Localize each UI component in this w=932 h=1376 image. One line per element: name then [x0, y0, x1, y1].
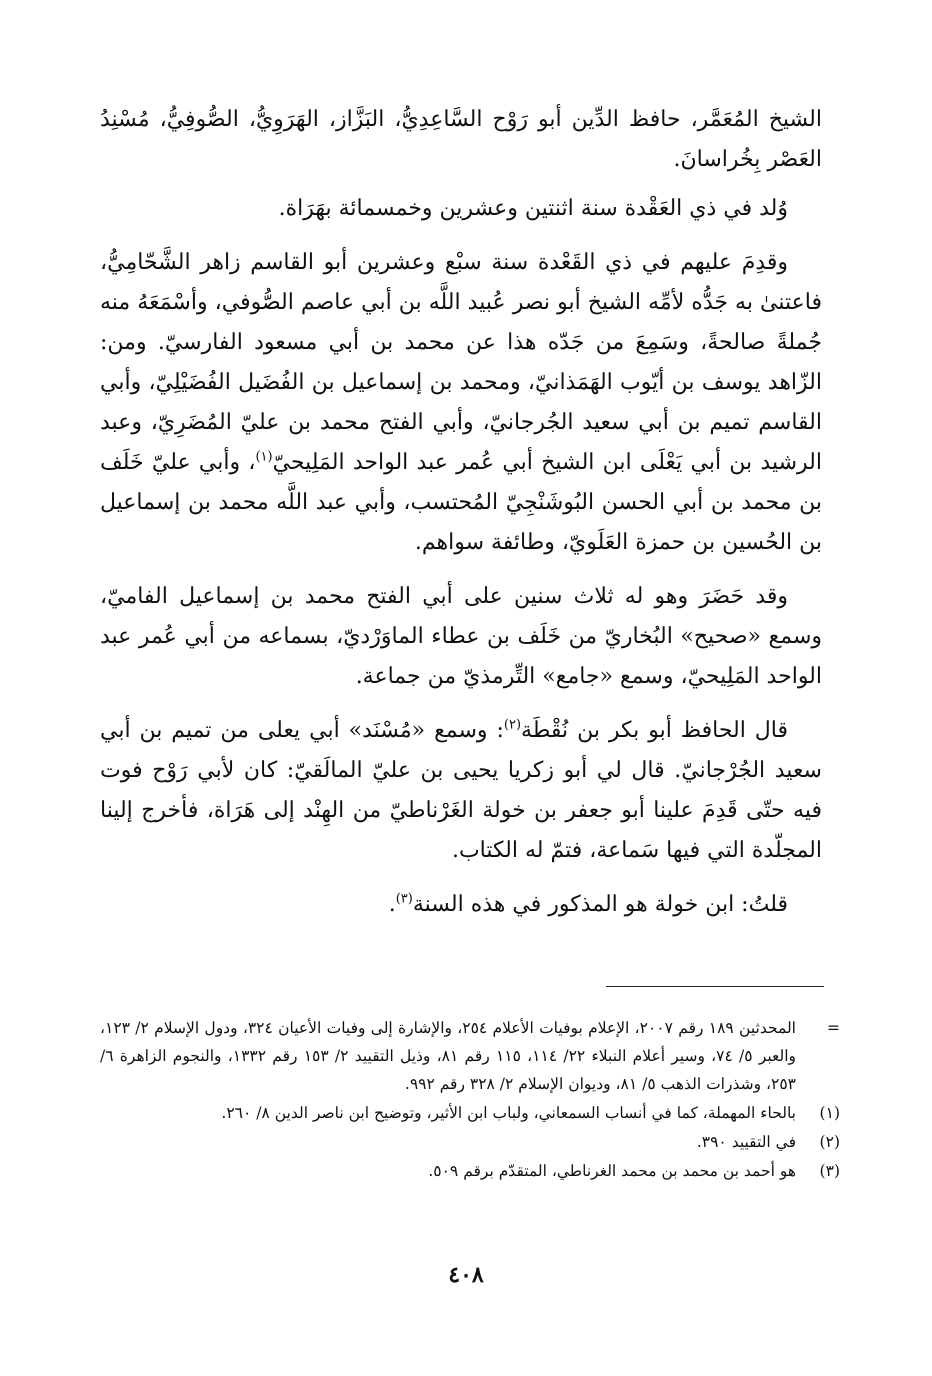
footnote-divider — [606, 986, 824, 987]
paragraph-ibn-nuqta — [100, 711, 822, 871]
footnote-2 — [100, 1128, 840, 1156]
footnote-ref-1[interactable]: (١) — [255, 449, 273, 465]
paragraph-intro — [100, 100, 822, 180]
paragraph-author-note-text-b: . — [388, 892, 396, 917]
paragraph-teachers — [100, 243, 822, 563]
paragraph-birth-text: وُلد في ذي العَقْدة سنة اثنتين وعشرين وخمسمائة بهَرَاة. — [278, 196, 788, 221]
paragraph-teachers-text-a: وقدِمَ عليهم في ذي القَعْدة سنة سبْع وعشرين أبو القاسم زاهر الشَّحّامِيُّ، فاعتنىٰ به جَدُّه لأمِّه الشيخ أبو نصر عُبيد اللَّه بن أبي عاصم الصُّوفي، وأسْمَعَهُ منه جُملةً صالحةً، وسَمِعَ من جَدّه هذا عن محمد بن أبي مسعود الفارسيّ. ومن: الزّاهد يوسف بن أيّوب الهَمَذانيّ، ومحمد بن إسماعيل بن الفُضَيل الفُضَيْلِيّ، وأبي القاسم تميم بن أبي سعيد الجُرجانيّ، وأبي الفتح محمد بن عليّ المُضَرِيّ، وعبد الرشيد بن أبي يَعْلَى ابن الشيخ أبي عُمر عبد الواحد المَلِيحيّ — [100, 250, 823, 475]
main-text — [100, 100, 822, 934]
paragraph-author-note — [100, 885, 822, 925]
paragraph-ibn-nuqta-text-b: : وسمع «مُسْنَد» أبي يعلى من تميم بن أبي سعيد الجُرْجانيّ. قال لي أبو زكريا يحيى بن عليّ المالَقيّ: كان لأبي رَوْح فوت فيه حتّى قَدِمَ علينا أبو جعفر بن خولة الغَرْناطيّ من الهِنْد إلى هَرَاة، فأخرج إلينا المجلّدة التي فيها سَماعة، فتمّ له الكتاب. — [100, 718, 822, 863]
footnote-continuation-text: المحدثين ١٨٩ رقم ٢٠٠٧، الإعلام بوفيات الأعلام ٢٥٤، والإشارة إلى وفيات الأعيان ٣٢٤، ودول الإسلام ٢/ ١٢٣، والعبر ٥/ ٧٤، وسير أعلام النبلاء ٢٢/ ١١٤، ١١٥ رقم ٨١، وذيل التقييد ٢/ ١٥٣ رقم ١٣٣٢، والنجوم الزاهرة ٦/ ٢٥٣، وشذرات الذهب ٥/ ٨١، وديوان الإسلام ٢/ ٣٢٨ رقم ٩٩٢. — [100, 1019, 797, 1093]
paragraph-teachers-text-b: ، وأبي عليّ خَلَف بن محمد بن أبي الحسن البُوشَنْجِيّ المُحتسب، وأبي عبد اللَّه محمد بن إسماعيل بن الحُسين بن حمزة العَلَويّ، وطائفة سواهم. — [100, 450, 822, 555]
footnote-1-text: بالحاء المهملة، كما في أنساب السمعاني، ولباب ابن الأثير، وتوضيح ابن ناصر الدين ٨/ ٢٦٠. — [221, 1104, 796, 1122]
paragraph-intro-text: الشيخ المُعَمَّر، حافظ الدِّين أبو رَوْح السَّاعِدِيُّ، البَزَّاز، الهَرَوِيُّ، الصُّوفِيُّ، مُسْنِدُ العَصْر بِخُراسانَ. — [100, 107, 822, 172]
footnote-ref-2[interactable]: (٢) — [503, 717, 522, 733]
footnote-ref-3[interactable]: (٣) — [395, 891, 413, 907]
footnote-3-text: هو أحمد بن محمد بن محمد الغرناطي، المتقدّم برقم ٥٠٩. — [428, 1162, 796, 1180]
footnote-continuation-mark: = — [827, 1019, 840, 1037]
footnote-continuation — [100, 1014, 840, 1098]
paragraph-hearing-text: وقد حَضَرَ وهو له ثلاث سنين على أبي الفتح محمد بن إسماعيل الفاميّ، وسمع «صحيح» البُخاريّ من خَلَف بن عطاء الماوَرْديّ، بسماعه من أبي عُمر عبد الواحد المَلِيحيّ، وسمع «جامع» التِّرمذيّ من جماعة. — [100, 584, 822, 689]
page-number: ٤٠٨ — [448, 1262, 484, 1288]
footnote-2-text: في التقييد ٣٩٠. — [696, 1133, 796, 1151]
paragraph-birth — [100, 189, 822, 229]
footnote-1-mark: (١) — [819, 1104, 840, 1122]
footnote-3-mark: (٣) — [819, 1162, 840, 1180]
paragraph-ibn-nuqta-text-a: قال الحافظ أبو بكر بن نُقْطَة — [521, 718, 789, 743]
footnote-2-mark: (٢) — [819, 1133, 840, 1151]
footnote-1 — [100, 1099, 840, 1127]
footnote-3 — [100, 1157, 840, 1185]
paragraph-author-note-text-a: قلتُ: ابن خولة هو المذكور في هذه السنة — [412, 892, 788, 917]
footnotes — [100, 1014, 840, 1186]
paragraph-hearing — [100, 577, 822, 697]
